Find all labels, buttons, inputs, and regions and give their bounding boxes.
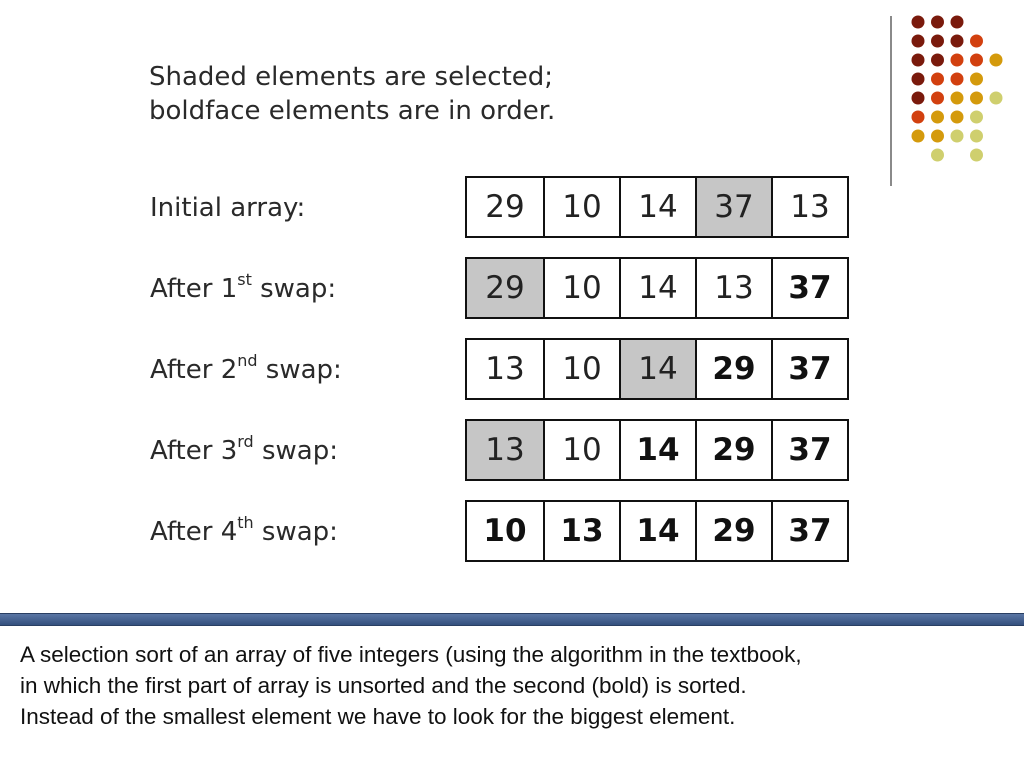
array-cell: 14 [619, 178, 695, 236]
row-label-swap-3 [150, 421, 338, 481]
row-label-swap-4 [150, 502, 338, 562]
decorative-dot [951, 35, 964, 48]
decorative-dot [931, 73, 944, 86]
row-label-swap-1 [150, 259, 336, 319]
divider-bar [0, 613, 1024, 626]
decorative-dot [951, 54, 964, 67]
array-cell: 10 [543, 340, 619, 398]
decorative-dot [970, 54, 983, 67]
decorative-dot [970, 130, 983, 143]
decorative-dot [931, 130, 944, 143]
row-label-text: After 4 [150, 517, 238, 547]
caption-line-1: A selection sort of an array of five integers (using the algorithm in the textbook, [20, 642, 802, 667]
array-cell: 13 [485, 351, 525, 387]
array-cell: 37 [771, 259, 847, 317]
decorative-dot [912, 73, 925, 86]
array-cell: 29 [485, 189, 525, 225]
row-label-text: After 2 [150, 355, 238, 385]
array-cell: 37 [695, 178, 771, 236]
caption-line-2: in which the first part of array is unsorted and the second (bold) is sorted. [20, 673, 747, 698]
row-label-ordinal: rd [237, 432, 254, 451]
array-cell: 14 [619, 340, 695, 398]
decorative-dot [912, 130, 925, 143]
row-label-suffix: swap: [251, 274, 337, 304]
caption-line-3: Instead of the smallest element we have to look for the biggest element. [20, 704, 736, 729]
array-cell: 29 [467, 259, 543, 317]
array-cell: 10 [543, 178, 619, 236]
array-cell: 29 [695, 421, 771, 479]
array-initial [465, 176, 849, 238]
legend-text [149, 60, 555, 128]
decorative-dot [912, 54, 925, 67]
array-cell: 29 [695, 502, 771, 560]
row-label-ordinal: nd [237, 351, 258, 370]
array-cell: 14 [619, 421, 695, 479]
legend-line-1: Shaded elements are selected; [149, 62, 554, 92]
array-cell: 29 [695, 340, 771, 398]
row-label-ordinal: th [237, 513, 254, 532]
decorative-vertical-rule [890, 16, 892, 186]
array-cell: 13 [771, 178, 847, 236]
array-cell: 10 [543, 421, 619, 479]
array-cell: 14 [619, 259, 695, 317]
decorative-dot [951, 92, 964, 105]
array-after-swap-1 [465, 257, 849, 319]
legend-line-2: boldface elements are in order. [149, 96, 556, 126]
row-label-text: After 1 [150, 274, 238, 304]
caption [20, 639, 1015, 732]
decorative-dot [951, 16, 964, 29]
array-cell: 13 [543, 502, 619, 560]
row-label-suffix: swap: [253, 517, 338, 547]
decorative-dot [951, 130, 964, 143]
decorative-dot [970, 92, 983, 105]
decorative-dot [951, 73, 964, 86]
row-label-suffix: swap: [253, 436, 338, 466]
row-label-initial [150, 178, 305, 238]
decorative-dot [931, 54, 944, 67]
array-cell: 13 [467, 421, 543, 479]
decorative-dot [912, 35, 925, 48]
decorative-dot [990, 92, 1003, 105]
decorative-dot [970, 111, 983, 124]
array-after-swap-2 [465, 338, 849, 400]
array-cell: 37 [771, 421, 847, 479]
decorative-dot [912, 16, 925, 29]
decorative-dot [990, 54, 1003, 67]
array-cell: 14 [619, 502, 695, 560]
row-label-swap-2 [150, 340, 342, 400]
array-cell: 37 [771, 502, 847, 560]
decorative-dot [931, 16, 944, 29]
decorative-dot [951, 111, 964, 124]
array-cell: 10 [483, 513, 527, 549]
row-label-suffix: swap: [257, 355, 342, 385]
array-cell: 13 [695, 259, 771, 317]
array-cell: 10 [543, 259, 619, 317]
decorative-dot [912, 111, 925, 124]
row-label-text: After 3 [150, 436, 238, 466]
array-after-swap-3 [465, 419, 849, 481]
decorative-dot [970, 35, 983, 48]
decorative-dot [931, 149, 944, 162]
decorative-dot [912, 92, 925, 105]
array-cell: 37 [771, 340, 847, 398]
decorative-dot [970, 149, 983, 162]
decorative-dot [970, 73, 983, 86]
decorative-dot [931, 35, 944, 48]
row-label-ordinal: st [237, 270, 252, 289]
decorative-dot [931, 92, 944, 105]
decorative-dot [931, 111, 944, 124]
row-label-text: Initial array: [150, 193, 306, 223]
array-after-swap-4 [465, 500, 849, 562]
